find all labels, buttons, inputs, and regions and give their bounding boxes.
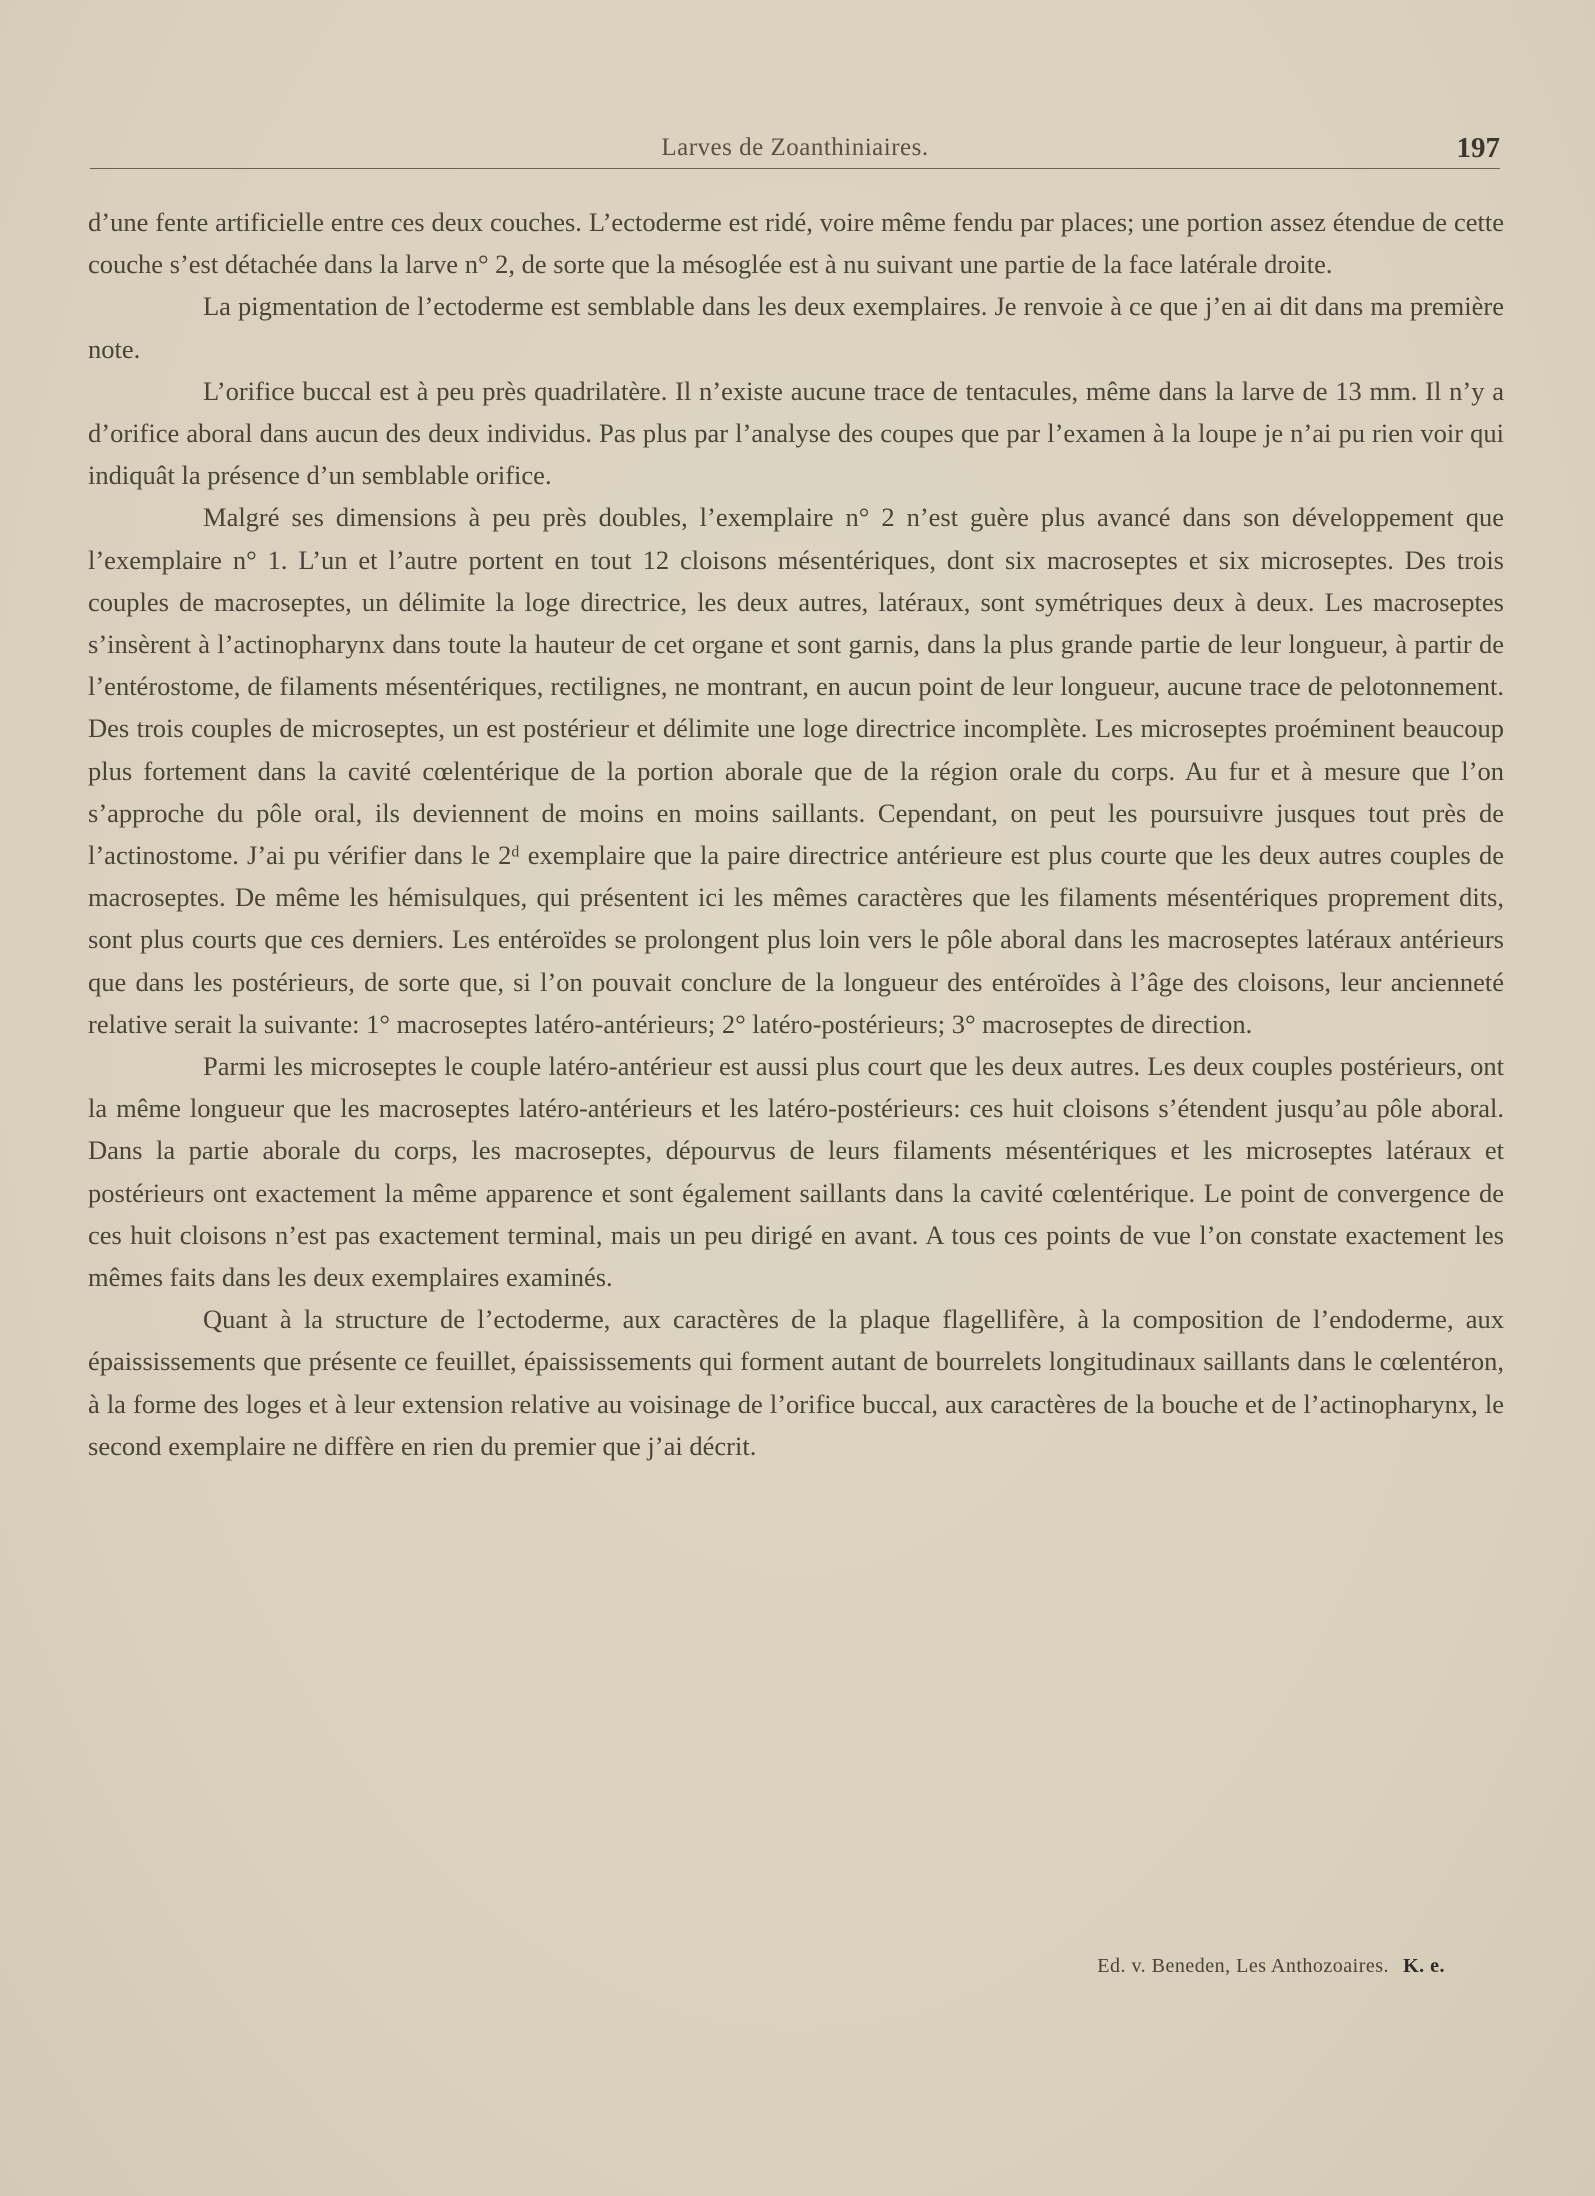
running-title: Larves de Zoanthiniaires.: [661, 134, 929, 161]
footer-citation-line: [1097, 1955, 1445, 1978]
page-header: [90, 132, 1500, 169]
page-number: 197: [1456, 132, 1500, 164]
paragraph-structure: Quant à la structure de l’ectoderme, aux caractères de la plaque flagellifère, à la composition de l’endoderme, aux épaississements que présente ce feuillet, épaississements qui forment autant de bourrelets longitudinaux saillants dans le cœlentéron, à la forme des loges et à leur extension relative au voisinage de l’orifice buccal, aux caractères de la bouche et de l’actinopharynx, le second exemplaire ne diffère en rien du premier que j’ai décrit.: [88, 1304, 1504, 1461]
paragraph-pigmentation: La pigmentation de l’ectoderme est semblable dans les deux exemplaires. Je renvoie à ce que j’en ai dit dans ma première note.: [88, 291, 1504, 364]
signature-mark: K. e.: [1403, 1955, 1445, 1977]
body-text: [88, 201, 1504, 1467]
paragraph-continuation: d’une fente artificielle entre ces deux couches. L’ectoderme est ridé, voire même fendu par places; une portion assez étendue de cette couche s’est détachée dans la larve n° 2, de sorte que la mésoglée est à nu suivant une partie de la face latérale droite.: [88, 207, 1504, 280]
paragraph-dimensions: Malgré ses dimensions à peu près doubles, l’exemplaire n° 2 n’est guère plus avancé dans son développement que l’exemplaire n° 1. L’un et l’autre portent en tout 12 cloisons mésentériques, dont six macroseptes et six microseptes. Des trois couples de macroseptes, un délimite la loge directrice, les deux autres, latéraux, sont symétriques deux à deux. Les macroseptes s’insèrent à l’actinopharynx dans toute la hauteur de cet organe et sont garnis, dans la plus grande partie de leur longueur, à partir de l’entérostome, de filaments mésentériques, rectilignes, ne montrant, en aucun point de leur longueur, aucune trace de pelotonnement. Des trois couples de microseptes, un est postérieur et délimite une loge directrice incomplète. Les microseptes proéminent beaucoup plus fortement dans la cavité cœlentérique de la portion aborale que de la région orale du corps. Au fur et à mesure que l’on s’approche du pôle oral, ils deviennent de moins en moins saillants. Cependant, on peut les poursuivre jusques tout près de l’actinostome. J’ai pu vérifier dans le 2ᵈ exemplaire que la paire directrice antérieure est plus courte que les deux autres couples de macroseptes. De même les hémisulques, qui présentent ici les mêmes caractères que les filaments mésentériques proprement dits, sont plus courts que ces derniers. Les entéroïdes se prolongent plus loin vers le pôle aboral dans les macroseptes latéraux antérieurs que dans les postérieurs, de sorte que, si l’on pouvait conclure de la longueur des entéroïdes à l’âge des cloisons, leur ancienneté relative serait la suivante: 1° macroseptes latéro-antérieurs; 2° latéro-postérieurs; 3° macroseptes de direction.: [88, 502, 1504, 1039]
footer-citation: Ed. v. Beneden, Les Anthozoaires.: [1097, 1955, 1390, 1977]
paragraph-microseptes: Parmi les microseptes le couple latéro-antérieur est aussi plus court que les deux autres. Les deux couples postérieurs, ont la même longueur que les macroseptes latéro-antérieurs et les latéro-postérieurs: ces huit cloisons s’étendent jusqu’au pôle aboral. Dans la partie aborale du corps, les macroseptes, dépourvus de leurs filaments mésentériques et les microseptes latéraux et postérieurs ont exactement la même apparence et sont également saillants dans la cavité cœlentérique. Le point de convergence de ces huit cloisons n’est pas exactement terminal, mais un peu dirigé en avant. A tous ces points de vue l’on constate exactement les mêmes faits dans les deux exemplaires examinés.: [88, 1051, 1504, 1293]
paragraph-orifice-buccal: L’orifice buccal est à peu près quadrilatère. Il n’existe aucune trace de tentacules, même dans la larve de 13 mm. Il n’y a d’orifice aboral dans aucun des deux individus. Pas plus par l’analyse des coupes que par l’examen à la loupe je n’ai pu rien voir qui indiquât la présence d’un semblable orifice.: [88, 375, 1504, 491]
